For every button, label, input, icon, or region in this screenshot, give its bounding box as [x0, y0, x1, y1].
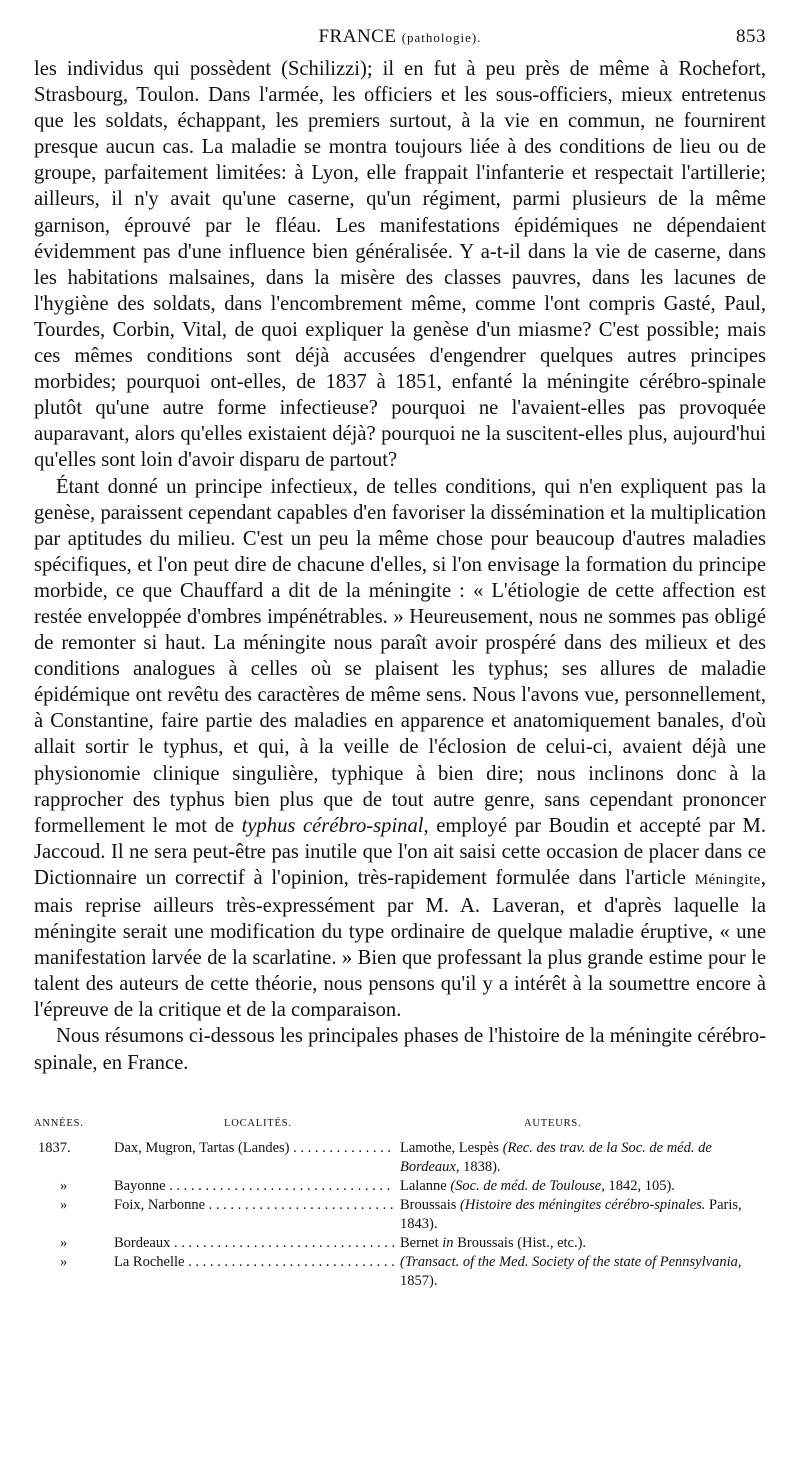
running-header — [34, 26, 766, 56]
table-header — [34, 1114, 766, 1133]
author-name: Lalanne — [400, 1177, 447, 1194]
author-name: Bernet — [400, 1234, 439, 1251]
row-year: » — [60, 1196, 68, 1213]
row-year: » — [60, 1177, 68, 1194]
paragraph-2-part-2: , employé par Boudin et accepté par M. Jaccoud. Il ne sera peut-être pas inutile que l'on ait saisi cette occasion de placer dans ce Dictionnaire un correctif à l'opinion, très-rapidement formulée dans l'article — [34, 814, 766, 889]
table-row — [34, 1196, 766, 1234]
place-text: La Rochelle — [114, 1253, 185, 1270]
header-years: ANNÉES. — [34, 1117, 84, 1129]
header-authors: AUTEURS. — [524, 1117, 582, 1129]
author-ref: (Soc. de méd. de Toulouse, — [450, 1177, 605, 1194]
page-number: 853 — [736, 26, 766, 47]
paragraph-1: les individus qui possèdent (Schilizzi); il en fut à peu près de même à Rochefort, Strasbourg, Toulon. Dans l'armée, les officiers et les sous-officiers, mieux entretenus que les soldats, échappant, les premiers surtout, à la vie en commun, ne fournirent presque aucun cas. La maladie se montra toujours liée à des conditions de lieu ou de groupe, parfaitement limitées: à Lyon, elle frappait l'infanterie et respectait l'artillerie; ailleurs, il n'y avait qu'une caserne, qu'un régiment, parmi plusieurs de la même garnison, éprouvé par le fléau. Les manifestations épidémiques ne dépendaient évidemment pas d'une influence bien généralisée. Y a-t-il dans la vie de caserne, dans les habitations malsaines, dans la misère des classes pauvres, dans les lacunes de l'hygiène des soldats, dans l'encombrement même, comme l'ont compris Gasté, Paul, Tourdes, Corbin, Vital, de quoi expliquer la genèse d'un miasme? C'est possible; mais ces mêmes conditions sont déjà accusées d'engendrer quelques autres principes morbides; pourquoi ont-elles, de 1837 à 1851, enfanté la méningite cérébro-spinale plutôt qu'une autre forme infectieuse? pourquoi ne l'avaient-elles pas provoquée auparavant, alors qu'elles existaient déjà? pourquoi ne la suscitent-elles plus, aujourd'hui qu'elles sont loin d'avoir disparu de partout? — [34, 58, 766, 472]
author-ref-end: Broussais (Hist., etc.). — [457, 1234, 587, 1251]
row-place — [114, 1234, 394, 1253]
row-year: » — [60, 1234, 68, 1251]
author-ref: (Transact. of the Med. Society of the state of Pennsylvania, — [400, 1253, 742, 1270]
row-author — [394, 1177, 766, 1196]
row-author — [394, 1196, 766, 1234]
table-row — [34, 1234, 766, 1253]
table-row — [34, 1253, 766, 1291]
row-year: » — [60, 1253, 68, 1270]
place-text: Foix, Narbonne — [114, 1196, 206, 1213]
row-author — [394, 1253, 766, 1291]
title-main: FRANCE — [318, 26, 397, 47]
paragraph-2 — [34, 474, 766, 1024]
author-ref-end: Paris, 1843). — [400, 1196, 742, 1232]
typhus-term: typhus cérébro-spinal — [241, 814, 424, 837]
article-reference: Méningite — [694, 871, 761, 888]
row-year: 1837. — [38, 1139, 71, 1156]
running-title — [34, 26, 766, 48]
author-ref: (Rec. des trav. de la Soc. de méd. de Bordeaux, — [400, 1139, 712, 1175]
paragraph-2-part-3: , mais reprise ailleurs très-expressément par M. A. Laveran, et d'après laquelle la méningite serait une modification du type ordinaire de quelque maladie éruptive, « une manifestation larvée de la scarlatine. » Bien que professant la plus grande estime pour le talent des auteurs de cette théorie, nous pensons qu'il y a intérêt à la soumettre encore à l'épreuve de la critique et de la comparaison. — [34, 866, 766, 1022]
header-places: LOCALITÉS. — [224, 1117, 292, 1129]
body-text — [34, 56, 766, 1076]
place-text: Dax, Mugron, Tartas (Landes) — [114, 1139, 290, 1156]
row-author — [394, 1139, 766, 1177]
row-place — [114, 1139, 394, 1177]
author-ref-end: 1838). — [463, 1158, 501, 1175]
place-text: Bayonne — [114, 1177, 166, 1194]
document-page — [34, 26, 766, 1291]
row-place — [114, 1253, 394, 1291]
row-place — [114, 1177, 394, 1196]
paragraph-3: Nous résumons ci-dessous les principales phases de l'histoire de la méningite cérébro-spinale, en France. — [34, 1025, 766, 1074]
author-ref: in — [442, 1234, 454, 1251]
table-row — [34, 1139, 766, 1177]
author-ref: (Histoire des méningites cérébro-spinales. — [460, 1196, 706, 1213]
author-ref-end: 1842, 105). — [608, 1177, 675, 1194]
paragraph-2-part-1: Étant donné un principe infectieux, de telles conditions, qui n'en expliquent pas la genèse, paraissent cependant capables d'en favoriser la dissémination et la multiplication par aptitudes du milieu. C'est un peu la même chose pour beaucoup d'autres maladies spécifiques, et l'on peut dire de chacune d'elles, si l'on envisage la formation du principe morbide, ce que Chauffard a dit de la méningite : « L'étiologie de cette affection est restée enveloppée d'ombres impénétrables. » Heureusement, nous ne sommes pas obligé de remonter si haut. La méningite nous paraît avoir prospéré dans des milieux et des conditions analogues à celles où se plaisent les typhus; ses allures de maladie épidémique ont revêtu des caractères de même sens. Nous l'avons vue, personnellement, à Constantine, faire partie des maladies en apparence et anatomiquement banales, d'où allait sortir le typhus, et qui, à la veille de l'éclosion de celui-ci, avaient déjà une physionomie clinique singulière, typhique à bien dire; nous inclinons donc à la rapprocher des typhus bien plus que de tout autre genre, sans cependant prononcer formellement le mot de — [34, 475, 766, 837]
place-text: Bordeaux — [114, 1234, 171, 1251]
author-ref-end: 1857). — [400, 1272, 438, 1289]
author-name: Broussais — [400, 1196, 457, 1213]
chronology-table — [34, 1114, 766, 1291]
title-sub: (pathologie). — [401, 30, 482, 45]
author-name: Lamothe, Lespès — [400, 1139, 500, 1156]
table-row — [34, 1177, 766, 1196]
row-place — [114, 1196, 394, 1234]
row-author — [394, 1234, 766, 1253]
